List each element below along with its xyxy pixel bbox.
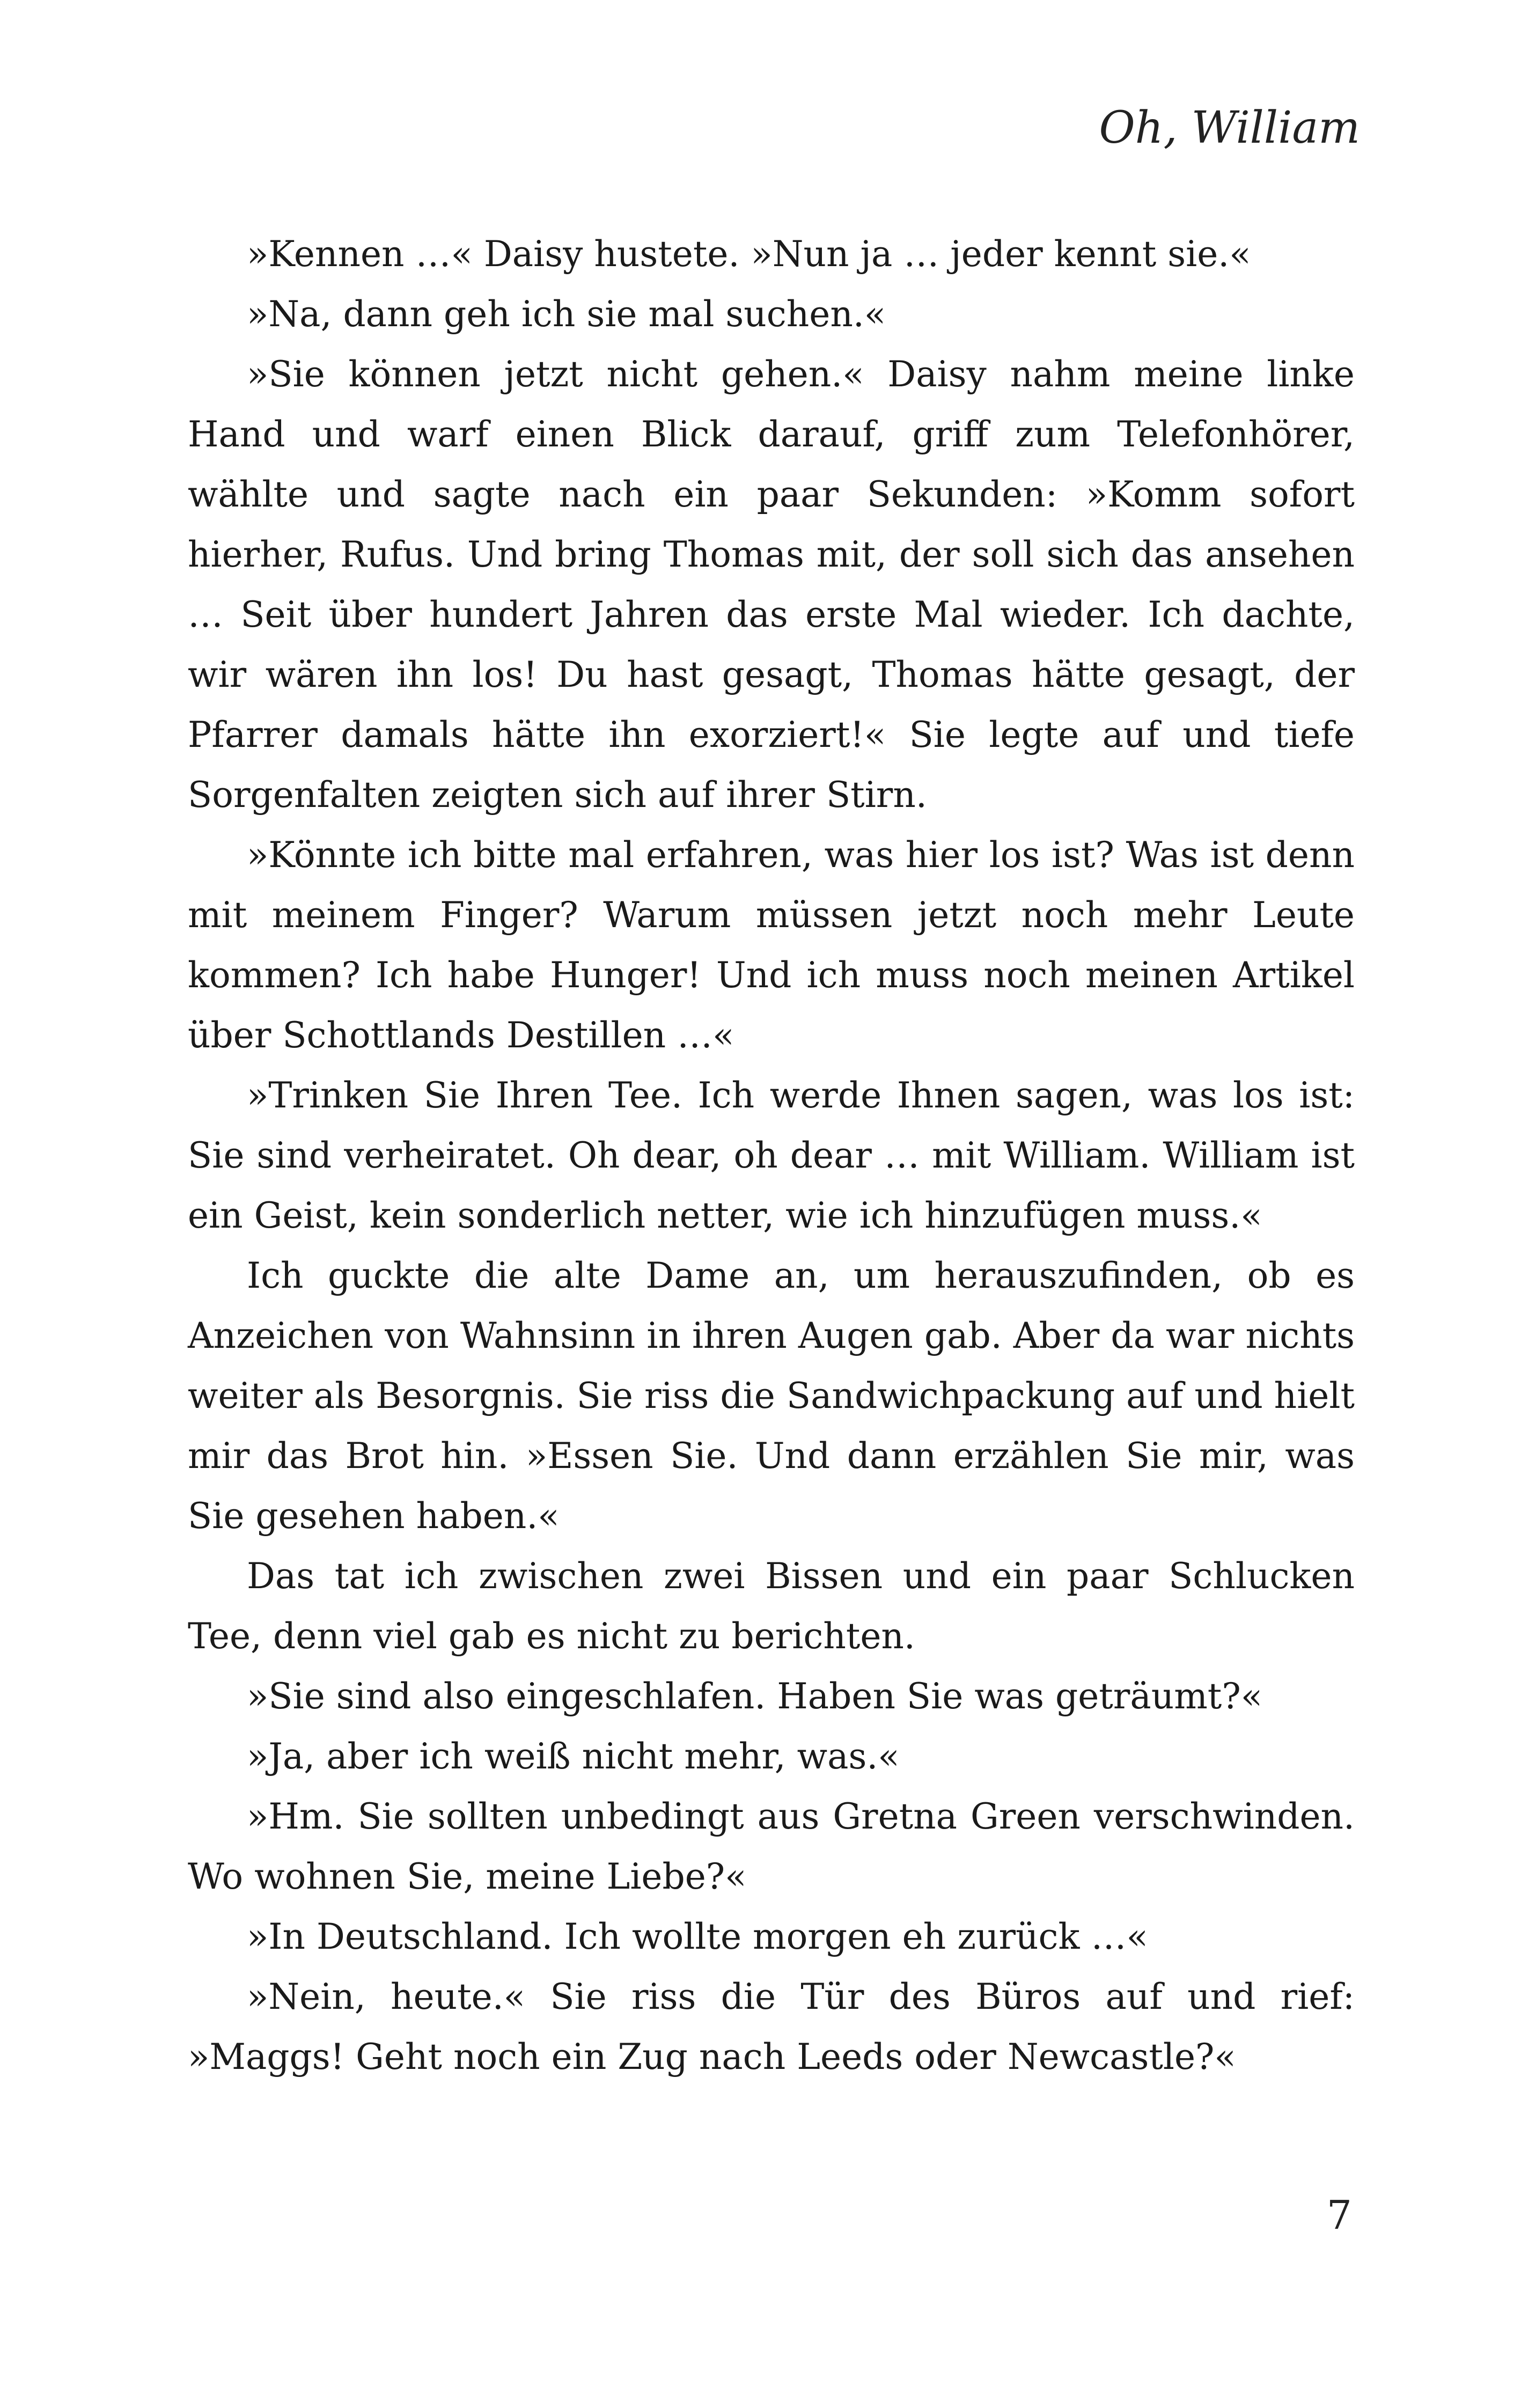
paragraph: »Hm. Sie sollten unbedingt aus Gretna Green verschwinden. Wo wohnen Sie, meine Liebe?«: [188, 1796, 1355, 1897]
running-head-title: Oh, William: [1099, 102, 1360, 153]
paragraph: »Sie können jetzt nicht gehen.« Daisy nahm meine linke Hand und warf einen Blick darauf, griff zum Telefonhörer, wählte und sagte nach ein paar Sekunden: »Komm sofort hierher, Rufus. Und bring Thomas mit, der soll sich das ansehen … Seit über hundert Jahren das erste Mal wieder. Ich dachte, wir wären ihn los! Du hast gesagt, Thomas hätte gesagt, der Pfarrer damals hätte ihn exorziert!« Sie legte auf und tiefe Sorgenfalten zeigten sich auf ihrer Stirn.: [188, 354, 1355, 816]
paragraph: Ich guckte die alte Dame an, um herauszufinden, ob es Anzeichen von Wahnsinn in ihren Augen gab. Aber da war nichts weiter als Besorgnis. Sie riss die Sandwichpackung auf und hielt mir das Brot hin. »Essen Sie. Und dann erzählen Sie mir, was Sie gesehen haben.«: [188, 1255, 1355, 1537]
page-number: 7: [1326, 2192, 1352, 2238]
paragraph: »Kennen …« Daisy hustete. »Nun ja … jeder kennt sie.«: [247, 233, 1251, 275]
paragraph: »Nein, heute.« Sie riss die Tür des Büros auf und rief: »Maggs! Geht noch ein Zug nach Leeds oder Newcastle?«: [188, 1976, 1355, 2077]
paragraph: »Könnte ich bitte mal erfahren, was hier los ist? Was ist denn mit meinem Finger? Warum müssen jetzt noch mehr Leute kommen? Ich habe Hunger! Und ich muss noch meinen Artikel über Schottlands Destillen …«: [188, 834, 1355, 1056]
body-text: [188, 224, 1355, 2087]
paragraph: »Trinken Sie Ihren Tee. Ich werde Ihnen sagen, was los ist: Sie sind verheiratet. Oh dear, oh dear … mit William. William ist ein Geist, kein sonderlich netter, wie ich hinzufügen muss.«: [188, 1075, 1355, 1236]
paragraph: »Na, dann geh ich sie mal suchen.«: [247, 293, 886, 335]
paragraph: »Sie sind also eingeschlafen. Haben Sie was geträumt?«: [247, 1676, 1263, 1717]
paragraph: »In Deutschland. Ich wollte morgen eh zurück …«: [247, 1916, 1148, 1957]
paragraph: »Ja, aber ich weiß nicht mehr, was.«: [247, 1736, 900, 1777]
paragraph: Das tat ich zwischen zwei Bissen und ein paar Schlucken Tee, denn viel gab es nicht zu berichten.: [188, 1555, 1355, 1657]
